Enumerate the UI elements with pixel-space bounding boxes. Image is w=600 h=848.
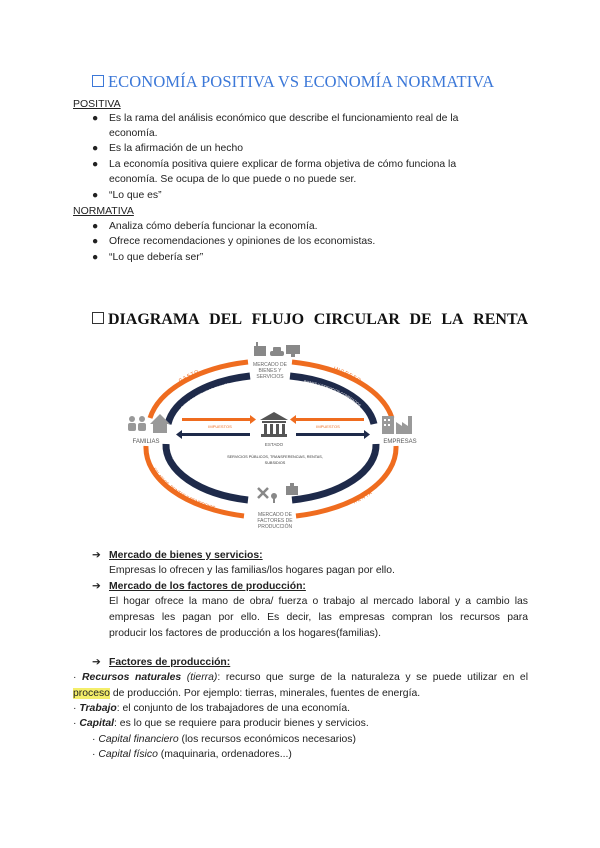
title-word-7: RENTA [473, 311, 528, 328]
salarios-label: SALARIOS, RENTAS Y BENEFICIOS [151, 466, 216, 511]
recursos-text: : recurso que surge de la naturaleza y se puede utilizar en el [217, 672, 529, 683]
positiva-item-1: ● Es la rama del análisis económico que describe el funcionamiento real de la economía. [92, 111, 522, 141]
mercado-factores-block [92, 579, 528, 594]
estado-label: ESTADO [264, 442, 284, 447]
trabajo-item: · Trabajo: el conjunto de los trabajadores de una economía. [73, 703, 351, 714]
recursos-line-2 [73, 686, 528, 702]
mercado-bienes-line-2: BIENES Y [258, 368, 282, 374]
impuestos-left-label: IMPUESTOS [208, 424, 232, 429]
mercado-bienes-line-3: SERVICIOS [256, 374, 284, 380]
capital-fisico-text: (maquinaria, ordenadores...) [157, 749, 292, 760]
section-title-positiva-normativa [92, 72, 494, 92]
recursos-label: Recursos naturales [82, 672, 182, 683]
recursos-line-2-text: de producción. Por ejemplo: tierras, minerales, fuentes de energía. [109, 688, 421, 699]
capital-fisico-label: Capital físico [98, 749, 158, 760]
positiva-item-2-text: Es la afirmación de un hecho [109, 143, 244, 154]
positiva-item-4: ● “Lo que es” [92, 188, 522, 203]
title-word-2: DEL [209, 311, 243, 328]
normativa-item-2-text: Ofrece recomendaciones y opiniones de los economistas. [109, 236, 376, 247]
mercado-bienes-text: Empresas lo ofrecen y las familias/los hogares pagan por ello. [109, 565, 395, 576]
arrow-right-icon: ➔ [92, 581, 101, 592]
section-title-text: ECONOMÍA POSITIVA VS ECONOMÍA NORMATIVA [108, 72, 495, 91]
title-word-1 [92, 311, 200, 329]
mercado-factores-title: Mercado de los factores de producción: [109, 581, 306, 592]
government-icon [260, 412, 288, 437]
capital-fisico-item: · Capital físico (maquinaria, ordenadores...) [92, 749, 292, 760]
capital-label: Capital [79, 718, 115, 729]
mercado-bienes-block [92, 548, 528, 578]
positiva-item-3: ● La economía positiva quiere explicar de forma objetiva de cómo funciona la economía. Se ocupa de lo que puede o no puede ser. [92, 157, 522, 187]
normativa-item-2: ● Ofrece recomendaciones y opiniones de los economistas. [92, 234, 522, 249]
positiva-item-4-text: “Lo que es” [109, 190, 162, 201]
empresas-label: EMPRESAS [383, 439, 417, 445]
ingreso-label: INGRESO [332, 365, 363, 385]
seedling-icon [271, 493, 277, 503]
normativa-item-3-text: “Lo que debería ser” [109, 252, 204, 263]
capital-text: : es lo que se requiere para producir bienes y servicios. [114, 718, 369, 729]
briefcase-icon [286, 483, 298, 495]
mercado-factores-line-3: PRODUCCIÓN [257, 524, 293, 530]
building-icon [382, 416, 394, 434]
bienes-right-label: BIENES Y SERVICIOS COMPRADOS [303, 379, 362, 408]
mercado-bienes-line-1: MERCADO DE [253, 362, 287, 368]
arrow-right-icon: ➔ [92, 550, 101, 561]
section-title-flujo-circular [92, 311, 528, 329]
title-word-3: FLUJO [251, 311, 305, 328]
bienes-left-label: BIENES Y SERVICIOS FINALES [180, 382, 230, 410]
factores-produccion-heading [92, 655, 528, 670]
checkbox-icon [92, 75, 104, 87]
capital-financiero-label: Capital financiero [98, 734, 179, 745]
capital-financiero-item: · Capital financiero (los recursos económicos necesarios) [92, 734, 356, 745]
positiva-item-2: ● Es la afirmación de un hecho [92, 141, 522, 156]
recursos-line-1: · Recursos naturales (tierra): recurso que surge de la naturaleza y se puede utilizar en el [73, 672, 529, 683]
servicios-publicos-line-1: SERVICIOS PÚBLICOS, TRANSFERENCIAS, RENTAS, [227, 455, 323, 459]
positiva-item-1-line-1: Es la rama del análisis económico que describe el funcionamiento real de la [109, 113, 459, 124]
servicios-publicos-line-2: SUBSIDIOS [264, 461, 286, 465]
mercado-factores-line-2: FACTORES DE [257, 518, 293, 524]
title-word-5: DE [409, 311, 432, 328]
tools-icon [258, 488, 268, 498]
familias-label: FAMILIAS [132, 439, 160, 445]
trabajo-text: : el conjunto de los trabajadores de una economía. [116, 703, 351, 714]
normativa-item-3: ● “Lo que debería ser” [92, 250, 522, 265]
gasto-label: GASTO [177, 368, 201, 385]
factores-produccion-title: Factores de producción: [109, 657, 231, 668]
positiva-item-3-line-1: La economía positiva quiere explicar de forma objetiva de cómo funciona la [109, 159, 457, 170]
recursos-paren: (tierra) [186, 672, 218, 683]
impuestos-right-label: IMPUESTOS [316, 424, 340, 429]
factores-arc [292, 444, 376, 500]
normativa-item-1: ● Analiza cómo debería funcionar la economía. [92, 219, 522, 234]
mercado-factores-line-1: MERCADO DE [258, 512, 292, 518]
title-word-6: LA [441, 311, 464, 328]
positiva-item-1-line-2: economía. [109, 128, 158, 139]
computer-icon [286, 345, 300, 357]
checkbox-icon [92, 312, 104, 324]
factory-icon [254, 342, 266, 356]
family-icon [128, 416, 146, 431]
normativa-item-1-text: Analiza cómo debería funcionar la economía. [109, 221, 318, 232]
factory-icon-right [396, 416, 412, 434]
positiva-item-3-line-2: economía. Se ocupa de lo que puede o no puede ser. [109, 174, 357, 185]
arrow-right-icon: ➔ [92, 657, 101, 668]
mercado-bienes-title: Mercado de bienes y servicios: [109, 550, 263, 561]
mercado-factores-paragraph [109, 594, 528, 642]
car-icon [270, 347, 284, 356]
title-word-1-text: DIAGRAMA [108, 311, 200, 328]
mercado-factores-line-3: producir los factores de producción a los hogares(familias). [109, 628, 382, 639]
capital-item: · Capital: es lo que se requiere para producir bienes y servicios. [73, 718, 369, 729]
proceso-highlight: proceso [73, 688, 110, 699]
capital-financiero-text: (los recursos económicos necesarios) [178, 734, 356, 745]
title-word-4: CIRCULAR [313, 311, 400, 328]
circular-flow-diagram [120, 340, 420, 540]
positiva-label: POSITIVA [73, 98, 121, 110]
recursos-naturales-item [73, 670, 528, 702]
renta-label: RENTA [352, 489, 375, 506]
trabajo-label: TRABAJO, TIERRA Y CAPITAL [170, 455, 215, 485]
factores-right-label: FACTORES DE PRODUCCIÓN [306, 469, 356, 490]
normativa-label: NORMATIVA [73, 205, 134, 217]
mercado-factores-line-1: El hogar ofrece la mano de obra/ fuerza o trabajo al mercado laboral y a cambio las [109, 596, 528, 607]
mercado-factores-line-2: empresas les pagan por ello. Es decir, las empresas compran los recursos para [109, 612, 528, 623]
trabajo-label: Trabajo [79, 703, 117, 714]
